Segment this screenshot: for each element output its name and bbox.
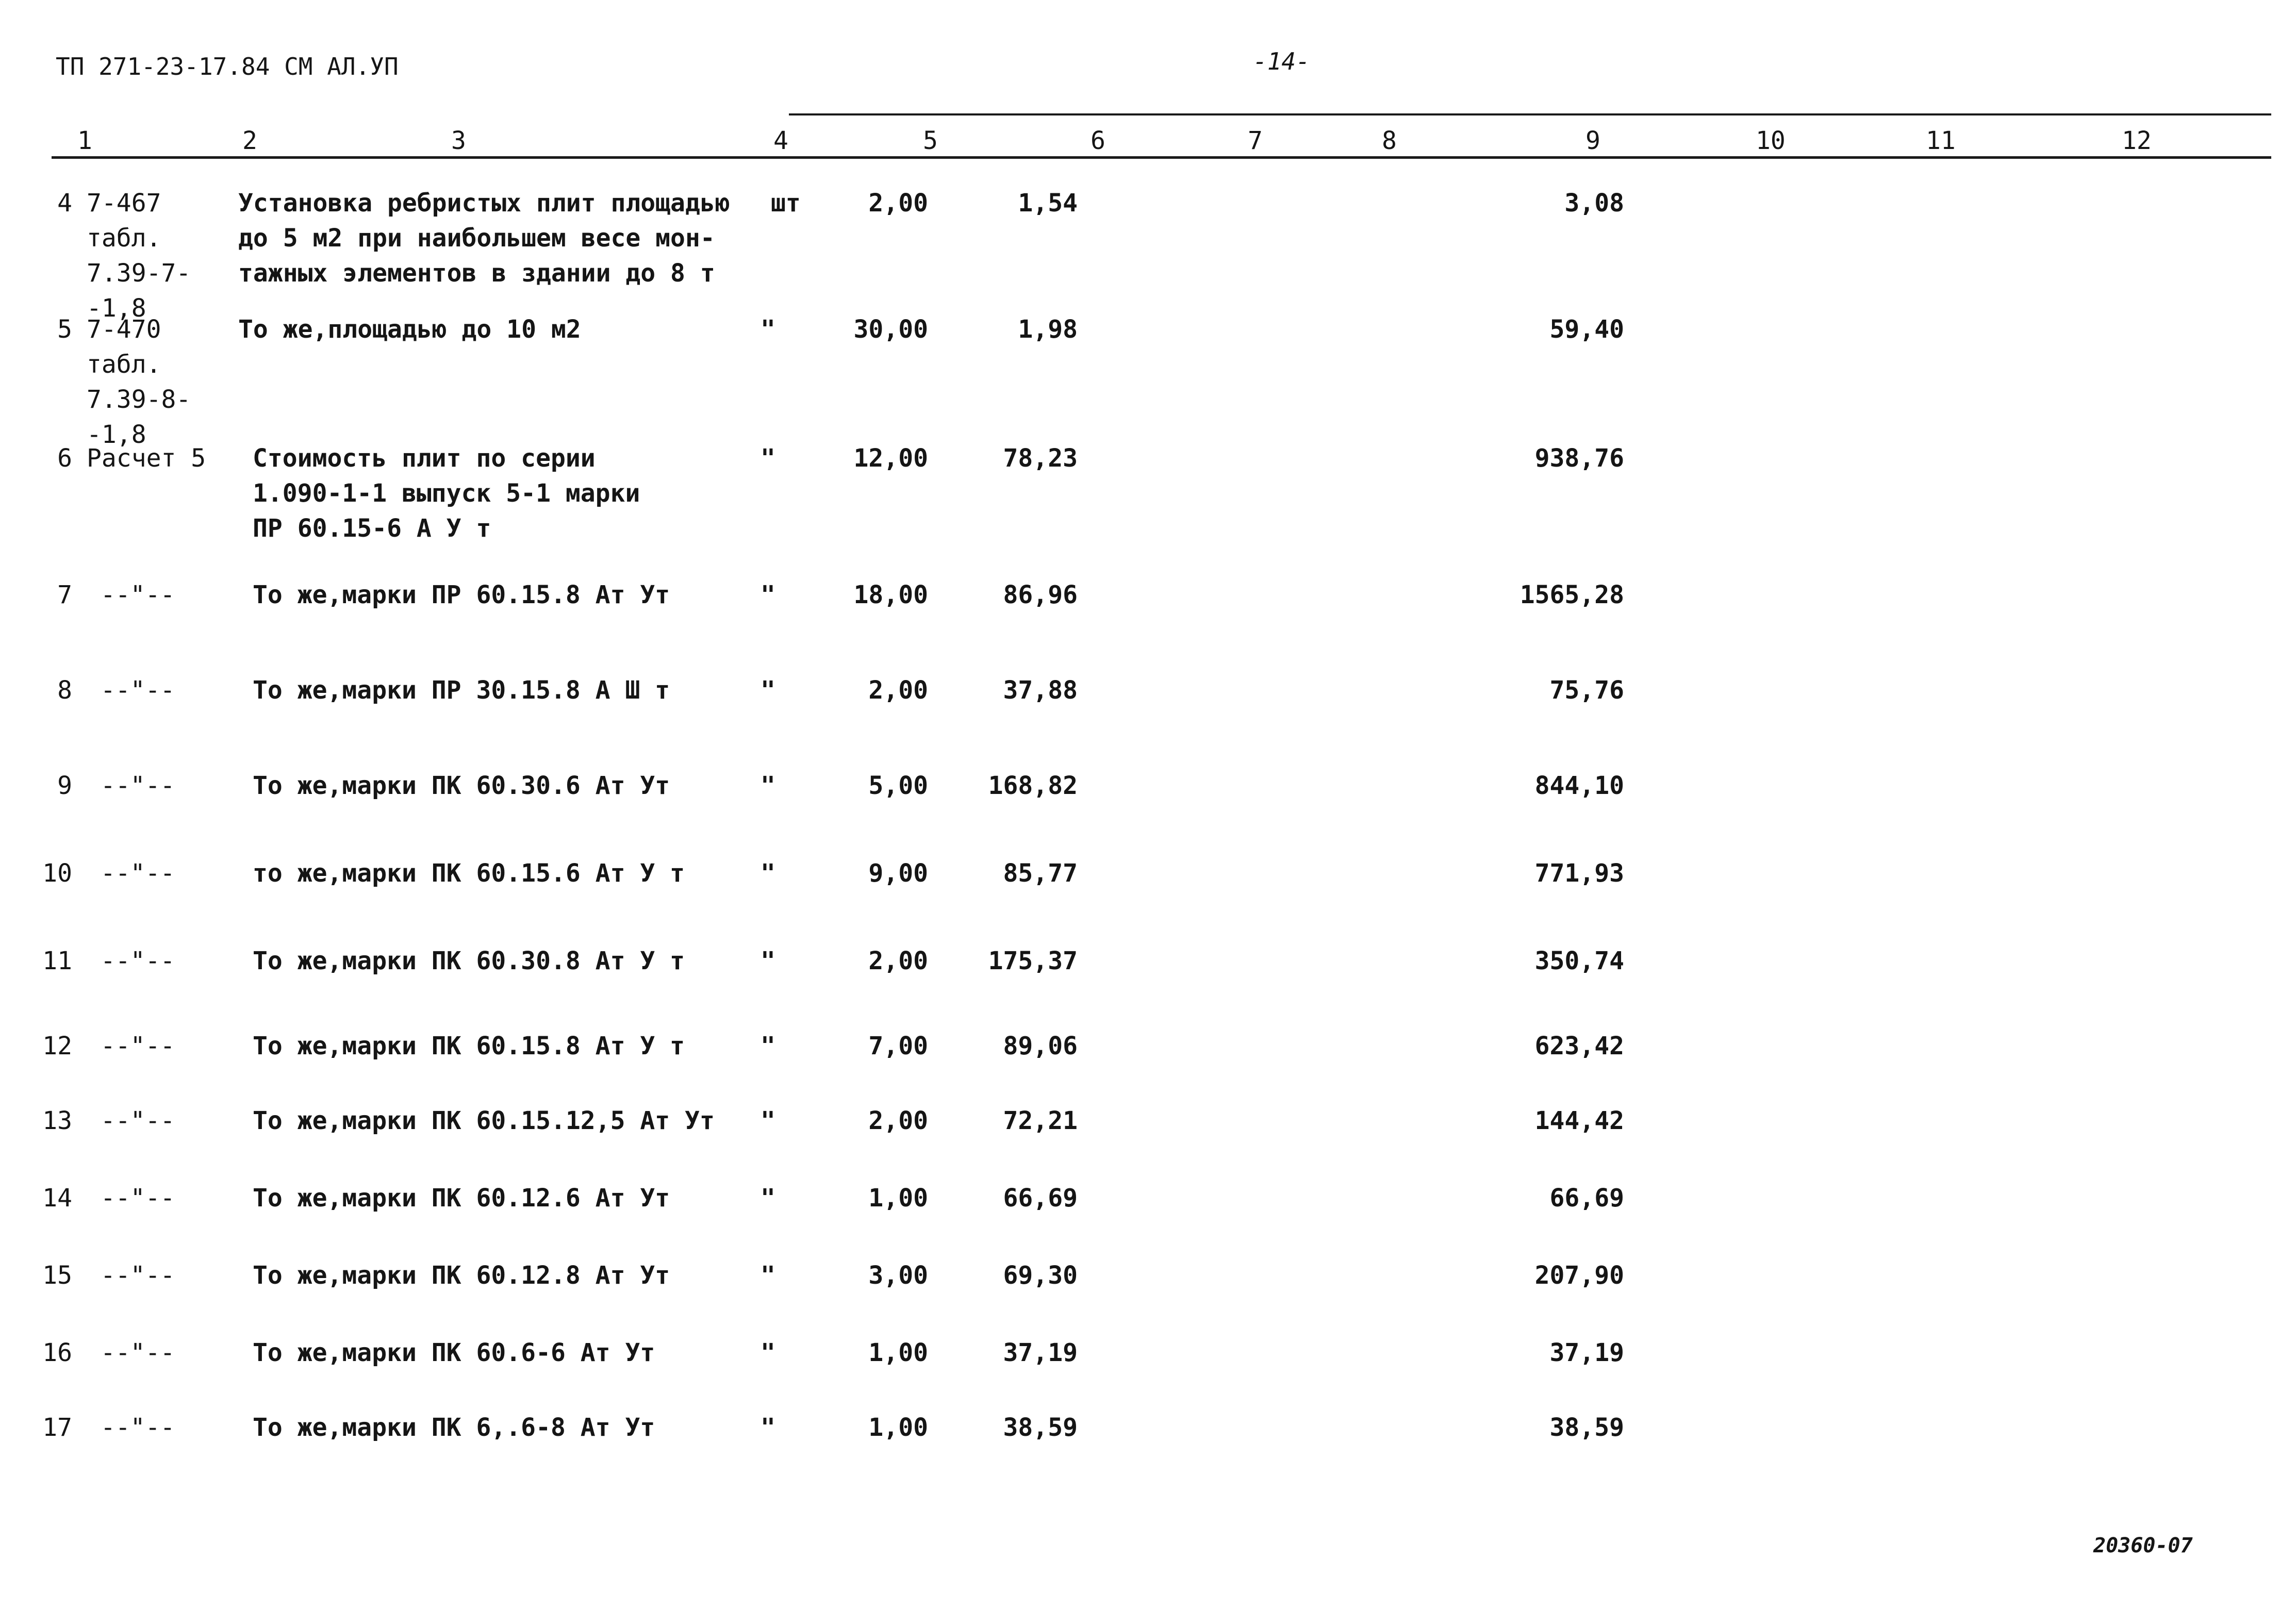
total-cost: 3,08 [1564, 189, 1624, 218]
column-number: 8 [1382, 126, 1397, 155]
column-number: 3 [451, 126, 466, 155]
row-number: 4 [57, 189, 72, 218]
row-number: 15 [42, 1261, 72, 1290]
column-number: 2 [242, 126, 257, 155]
work-description: То же,марки ПР 60.15.8 Ат Ут [253, 581, 670, 609]
row-number: 14 [42, 1184, 72, 1213]
unit-price: 69,30 [1003, 1261, 1078, 1290]
row-number: 10 [42, 859, 72, 888]
unit-of-measure: " [761, 676, 775, 705]
row-number: 17 [42, 1413, 72, 1442]
page-number: -14- [1253, 47, 1310, 75]
rate-reference: табл. [87, 350, 161, 379]
total-cost: 938,76 [1534, 444, 1624, 473]
quantity: 1,00 [868, 1338, 928, 1367]
rate-reference: 7-470 [87, 315, 161, 344]
unit-of-measure: " [761, 1261, 775, 1290]
rate-reference: --"-- [101, 859, 175, 888]
work-description: То же,площадью до 10 м2 [238, 315, 581, 344]
row-number: 9 [57, 771, 72, 800]
rate-reference: табл. [87, 224, 161, 253]
total-cost: 771,93 [1534, 859, 1624, 888]
unit-of-measure: " [761, 581, 775, 609]
work-description: Стоимость плит по серии [253, 444, 596, 473]
total-cost: 844,10 [1534, 771, 1624, 800]
work-description: до 5 м2 при наибольшем весе мон- [238, 224, 715, 253]
row-number: 8 [57, 676, 72, 705]
rate-reference: 7.39-8- [87, 385, 191, 414]
work-description: То же,марки ПР 30.15.8 А Ш т [253, 676, 670, 705]
rate-reference: --"-- [101, 1338, 175, 1367]
unit-of-measure: " [761, 1413, 775, 1442]
rate-reference: --"-- [101, 1106, 175, 1135]
unit-of-measure: " [761, 315, 775, 344]
unit-price: 168,82 [988, 771, 1078, 800]
unit-of-measure: " [761, 859, 775, 888]
header-rule-top [789, 113, 2271, 115]
column-number: 12 [2122, 126, 2152, 155]
row-number: 12 [42, 1032, 72, 1060]
row-number: 13 [42, 1106, 72, 1135]
row-number: 16 [42, 1338, 72, 1367]
total-cost: 37,19 [1549, 1338, 1624, 1367]
unit-price: 37,88 [1003, 676, 1078, 705]
column-number: 11 [1926, 126, 1956, 155]
quantity: 30,00 [853, 315, 928, 344]
unit-price: 66,69 [1003, 1184, 1078, 1213]
unit-price: 175,37 [988, 947, 1078, 975]
quantity: 3,00 [868, 1261, 928, 1290]
unit-of-measure: " [761, 771, 775, 800]
quantity: 1,00 [868, 1184, 928, 1213]
column-number: 9 [1585, 126, 1600, 155]
rate-reference: --"-- [101, 771, 175, 800]
quantity: 2,00 [868, 1106, 928, 1135]
unit-price: 1,54 [1018, 189, 1078, 218]
column-number: 1 [77, 126, 92, 155]
work-description: То же,марки ПК 60.12.8 Ат Ут [253, 1261, 670, 1290]
rate-reference: 7.39-7- [87, 259, 191, 288]
unit-price: 72,21 [1003, 1106, 1078, 1135]
quantity: 2,00 [868, 676, 928, 705]
work-description: То же,марки ПК 60.30.6 Ат Ут [253, 771, 670, 800]
unit-price: 1,98 [1018, 315, 1078, 344]
unit-of-measure: " [761, 1184, 775, 1213]
work-description: То же,марки ПК 60.12.6 Ат Ут [253, 1184, 670, 1213]
work-description: То же,марки ПК 60.15.8 Ат У т [253, 1032, 685, 1060]
work-description: то же,марки ПК 60.15.6 Ат У т [253, 859, 685, 888]
total-cost: 66,69 [1549, 1184, 1624, 1213]
unit-of-measure: " [761, 1106, 775, 1135]
work-description: То же,марки ПК 60.30.8 Ат У т [253, 947, 685, 975]
rate-reference: --"-- [101, 1261, 175, 1290]
total-cost: 623,42 [1534, 1032, 1624, 1060]
unit-price: 85,77 [1003, 859, 1078, 888]
unit-of-measure: " [761, 1032, 775, 1060]
document-stamp: 20360-07 [2093, 1534, 2193, 1557]
unit-price: 38,59 [1003, 1413, 1078, 1442]
column-number: 6 [1091, 126, 1105, 155]
unit-price: 86,96 [1003, 581, 1078, 609]
rate-reference: --"-- [101, 581, 175, 609]
rate-reference: --"-- [101, 1032, 175, 1060]
quantity: 2,00 [868, 189, 928, 218]
work-description: ПР 60.15-6 А У т [253, 514, 491, 543]
total-cost: 207,90 [1534, 1261, 1624, 1290]
unit-of-measure: " [761, 444, 775, 473]
work-description: То же,марки ПК 60.15.12,5 Ат Ут [253, 1106, 715, 1135]
work-description: То же,марки ПК 60.6-6 Ат Ут [253, 1338, 655, 1367]
quantity: 7,00 [868, 1032, 928, 1060]
column-number: 4 [773, 126, 788, 155]
total-cost: 38,59 [1549, 1413, 1624, 1442]
work-description: То же,марки ПК 6,.6-8 Ат Ут [253, 1413, 655, 1442]
rate-reference: --"-- [101, 1184, 175, 1213]
total-cost: 75,76 [1549, 676, 1624, 705]
row-number: 11 [42, 947, 72, 975]
column-number: 10 [1756, 126, 1786, 155]
work-description: 1.090-1-1 выпуск 5-1 марки [253, 479, 640, 508]
row-number: 5 [57, 315, 72, 344]
column-number: 7 [1248, 126, 1263, 155]
unit-price: 78,23 [1003, 444, 1078, 473]
unit-of-measure: " [761, 947, 775, 975]
unit-of-measure: шт [771, 189, 801, 218]
rate-reference: --"-- [101, 1413, 175, 1442]
rate-reference: -1,8 [87, 420, 146, 449]
rate-reference: 7-467 [87, 189, 161, 218]
quantity: 9,00 [868, 859, 928, 888]
quantity: 18,00 [853, 581, 928, 609]
quantity: 1,00 [868, 1413, 928, 1442]
document-code: ТП 271-23-17.84 СМ АЛ.УП [56, 53, 399, 80]
row-number: 7 [57, 581, 72, 609]
rate-reference: --"-- [101, 947, 175, 975]
rate-reference: -1,8 [87, 294, 146, 323]
header-rule-bottom [52, 156, 2271, 159]
column-number: 5 [923, 126, 938, 155]
rate-reference: Расчет 5 [87, 444, 206, 473]
total-cost: 1565,28 [1519, 581, 1624, 609]
unit-of-measure: " [761, 1338, 775, 1367]
unit-price: 37,19 [1003, 1338, 1078, 1367]
total-cost: 350,74 [1534, 947, 1624, 975]
total-cost: 59,40 [1549, 315, 1624, 344]
total-cost: 144,42 [1534, 1106, 1624, 1135]
quantity: 2,00 [868, 947, 928, 975]
rate-reference: --"-- [101, 676, 175, 705]
quantity: 5,00 [868, 771, 928, 800]
unit-price: 89,06 [1003, 1032, 1078, 1060]
row-number: 6 [57, 444, 72, 473]
work-description: тажных элементов в здании до 8 т [238, 259, 715, 288]
work-description: Установка ребристых плит площадью [238, 189, 730, 218]
quantity: 12,00 [853, 444, 928, 473]
